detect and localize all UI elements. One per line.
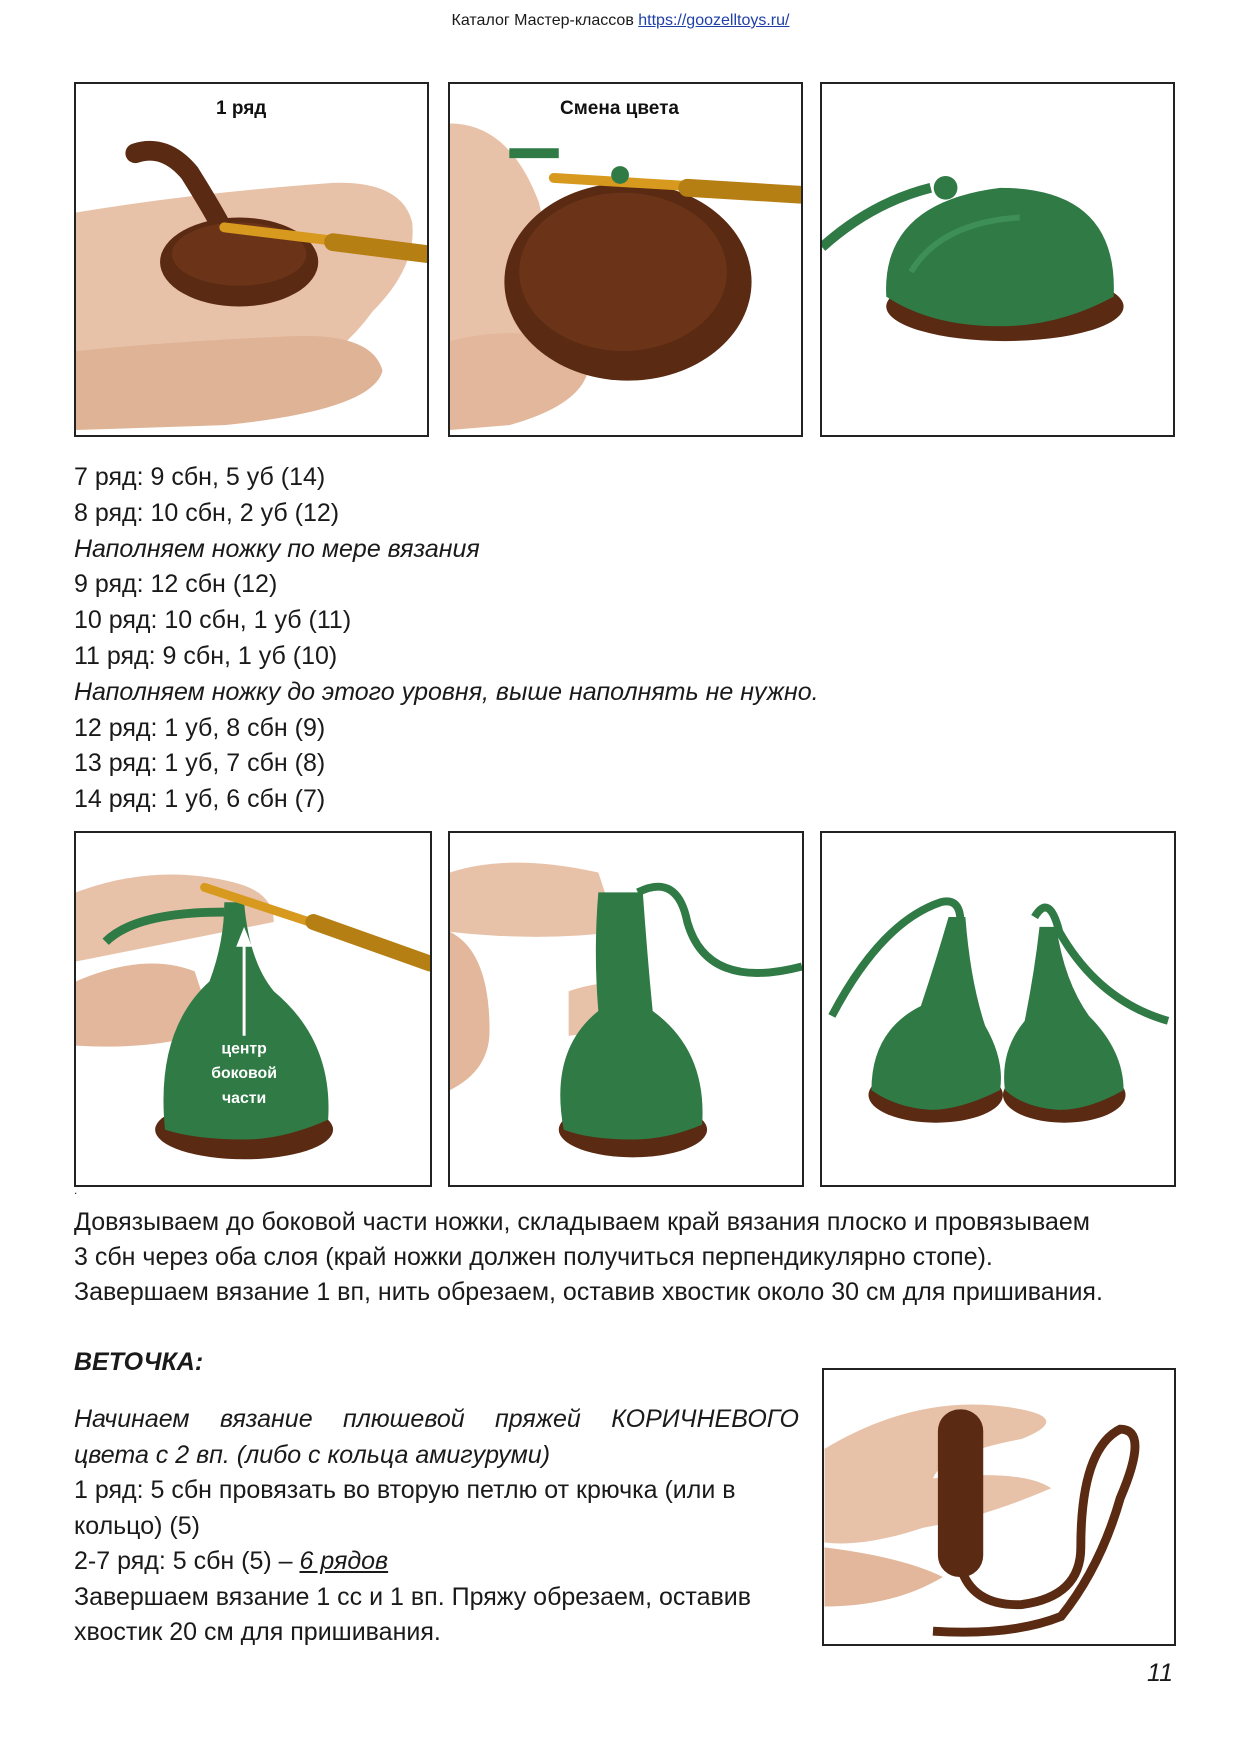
photo-color-change-illustration [450,84,801,435]
pattern-row: 9 ряд: 12 сбн (12) [74,570,278,599]
branch-row2-count: 6 рядов [299,1547,389,1575]
photo-foot-held-illustration [450,833,802,1185]
annotation-line: части [221,1089,267,1107]
pattern-row: 8 ряд: 10 сбн, 2 уб (12) [74,498,340,527]
photo-two-feet [820,831,1176,1187]
instructions-paragraph [74,1205,1184,1310]
photo-green-cup-illustration [822,84,1173,435]
photo-side-center [74,831,432,1187]
annotation-line: боковой [211,1065,277,1083]
catalog-link[interactable]: https://goozelltoys.ru/ [638,12,790,29]
branch-finish-line: Завершаем вязание 1 сс и 1 вп. Пряжу обрезаем, оставив [74,1582,752,1611]
photo-side-center-illustration [76,833,430,1185]
stray-mark: . [74,1183,78,1197]
photo-branch-illustration [824,1370,1174,1644]
branch-row-line: 1 ряд: 5 сбн провязать во вторую петлю от крючка (или в [74,1476,736,1504]
pattern-row: 13 ряд: 1 уб, 7 сбн (8) [74,749,326,778]
branch-intro-line: Начинаем вязание плюшевой пряжей КОРИЧНЕВОГО [74,1405,799,1433]
catalog-label: Каталог Мастер-классов [451,12,634,29]
photo-row1-illustration [76,84,427,435]
pattern-note: Наполняем ножку по мере вязания [74,534,480,563]
page-header [0,12,1241,30]
paragraph-line: Довязываем до боковой части ножки, складываем край вязания плоско и провязываем [74,1208,1090,1236]
photo-color-change [448,82,803,437]
pattern-row: 11 ряд: 9 сбн, 1 уб (10) [74,641,338,670]
photo-branch [822,1368,1176,1646]
paragraph-line: Завершаем вязание 1 вп, нить обрезаем, оставив хвостик около 30 см для пришивания. [74,1278,1103,1306]
pattern-row: 7 ряд: 9 сбн, 5 уб (14) [74,463,326,491]
pattern-note: Наполняем ножку до этого уровня, выше наполнять не нужно. [74,677,819,706]
photo-caption-color-change: Смена цвета [560,98,679,119]
photo-two-feet-illustration [822,833,1174,1185]
section-heading-branch: ВЕТОЧКА: [74,1348,204,1376]
photo-caption-row1: 1 ряд [216,98,267,119]
branch-row-line: кольцо) (5) [74,1511,200,1540]
pattern-row: 14 ряд: 1 уб, 6 сбн (7) [74,785,326,814]
branch-row2-prefix: 2-7 ряд: 5 сбн (5) – [74,1547,300,1575]
branch-finish-line: хвостик 20 см для пришивания. [74,1618,441,1646]
pattern-row: 10 ряд: 10 сбн, 1 уб (11) [74,606,352,635]
pattern-row: 12 ряд: 1 уб, 8 сбн (9) [74,713,326,742]
annotation-line: центр [221,1040,267,1058]
branch-row-line [74,1544,799,1580]
pattern-rows [74,460,819,818]
photo-row1-crochet [74,82,429,437]
paragraph-line: 3 сбн через оба слоя (край ножки должен получиться перпендикулярно стопе). [74,1243,993,1271]
photo-foot-held [448,831,804,1187]
branch-intro-line: цвета с 2 вп. (либо с кольца амигуруми) [74,1440,551,1469]
page-number: 11 [1147,1659,1173,1687]
photo-green-cup [820,82,1175,437]
branch-instructions [74,1402,799,1651]
